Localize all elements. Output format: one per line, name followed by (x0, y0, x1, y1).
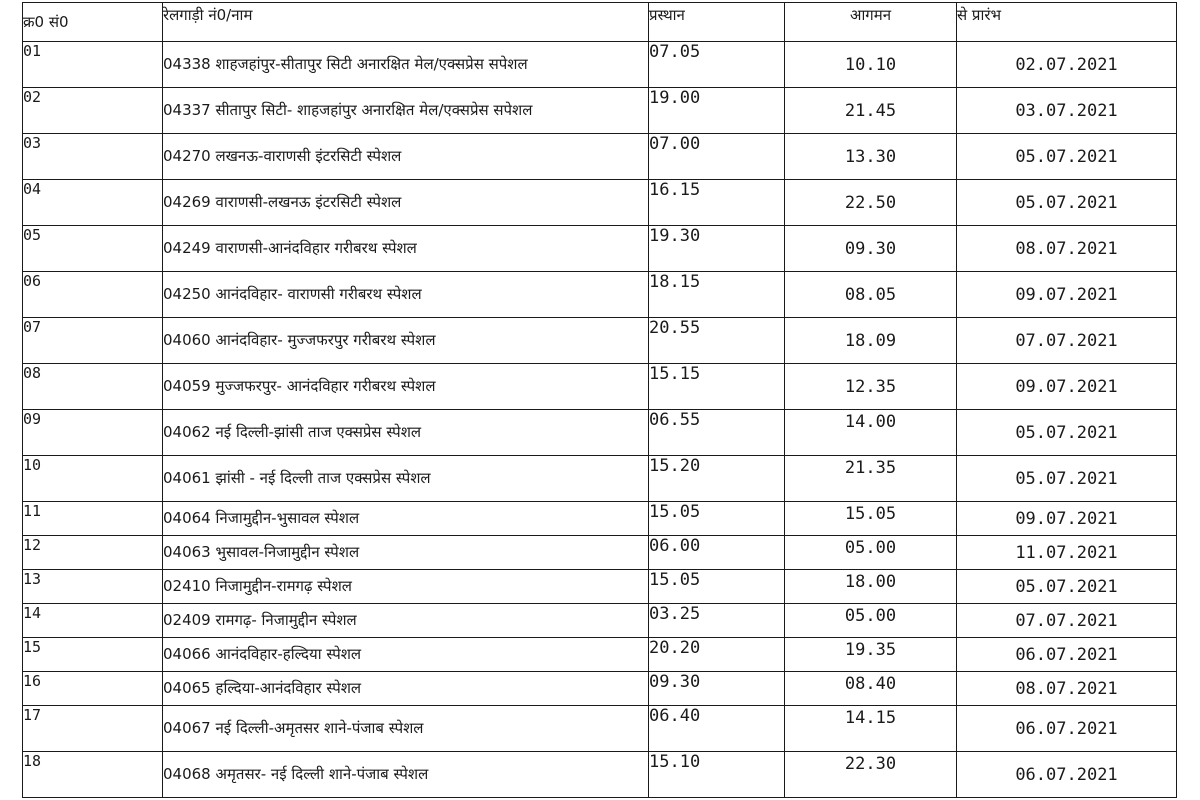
serial-number-cell: 11 (23, 502, 163, 536)
departure-cell: 06.40 (649, 706, 785, 752)
start-date-cell: 11.07.2021 (957, 536, 1177, 570)
arrival-cell: 18.09 (785, 318, 957, 364)
start-date-cell: 03.07.2021 (957, 88, 1177, 134)
departure-cell: 18.15 (649, 272, 785, 318)
table-row (23, 502, 1177, 536)
departure-cell: 20.55 (649, 318, 785, 364)
departure-cell: 16.15 (649, 180, 785, 226)
arrival-cell: 09.30 (785, 226, 957, 272)
serial-number-cell: 14 (23, 604, 163, 638)
arrival-cell: 08.05 (785, 272, 957, 318)
start-date-cell: 09.07.2021 (957, 364, 1177, 410)
departure-cell: 15.10 (649, 752, 785, 798)
start-date-cell: 08.07.2021 (957, 672, 1177, 706)
start-date-cell: 05.07.2021 (957, 570, 1177, 604)
start-date-cell: 07.07.2021 (957, 604, 1177, 638)
serial-number-cell: 15 (23, 638, 163, 672)
departure-cell: 20.20 (649, 638, 785, 672)
table-row (23, 638, 1177, 672)
train-schedule-document (22, 2, 1176, 798)
arrival-cell: 22.30 (785, 752, 957, 798)
start-date-cell: 02.07.2021 (957, 42, 1177, 88)
table-row (23, 318, 1177, 364)
table-row (23, 672, 1177, 706)
train-name-cell: 04059 मुज्जफरपुर- आनंदविहार गरीबरथ स्पेशल (163, 364, 649, 410)
table-body (23, 42, 1177, 798)
table-row (23, 180, 1177, 226)
header-serial-number: क्र0 सं0 (23, 3, 163, 42)
departure-cell: 09.30 (649, 672, 785, 706)
departure-cell: 07.00 (649, 134, 785, 180)
serial-number-cell: 08 (23, 364, 163, 410)
table-row (23, 364, 1177, 410)
train-name-cell: 04065 हल्दिया-आनंदविहार स्पेशल (163, 672, 649, 706)
arrival-cell: 10.10 (785, 42, 957, 88)
arrival-cell: 21.35 (785, 456, 957, 502)
arrival-cell: 13.30 (785, 134, 957, 180)
table-row (23, 410, 1177, 456)
header-arrival: आगमन (785, 3, 957, 42)
arrival-cell: 21.45 (785, 88, 957, 134)
departure-cell: 15.15 (649, 364, 785, 410)
serial-number-cell: 02 (23, 88, 163, 134)
serial-number-cell: 17 (23, 706, 163, 752)
table-row (23, 570, 1177, 604)
train-name-cell: 04067 नई दिल्ली-अमृतसर शाने-पंजाब स्पेशल (163, 706, 649, 752)
serial-number-cell: 16 (23, 672, 163, 706)
table-row (23, 752, 1177, 798)
header-row (23, 3, 1177, 42)
start-date-cell: 06.07.2021 (957, 752, 1177, 798)
arrival-cell: 18.00 (785, 570, 957, 604)
table-row (23, 456, 1177, 502)
arrival-cell: 05.00 (785, 536, 957, 570)
departure-cell: 15.05 (649, 502, 785, 536)
train-name-cell: 04337 सीतापुर सिटी- शाहजहांपुर अनारक्षित मेल/एक्सप्रेस सपेशल (163, 88, 649, 134)
serial-number-cell: 12 (23, 536, 163, 570)
start-date-cell: 07.07.2021 (957, 318, 1177, 364)
start-date-cell: 06.07.2021 (957, 638, 1177, 672)
departure-cell: 06.55 (649, 410, 785, 456)
header-start-from: से प्रारंभ (957, 3, 1177, 42)
serial-number-cell: 05 (23, 226, 163, 272)
arrival-cell: 08.40 (785, 672, 957, 706)
departure-cell: 15.20 (649, 456, 785, 502)
departure-cell: 19.00 (649, 88, 785, 134)
train-name-cell: 04062 नई दिल्ली-झांसी ताज एक्सप्रेस स्पेशल (163, 410, 649, 456)
arrival-cell: 15.05 (785, 502, 957, 536)
train-name-cell: 04250 आनंदविहार- वाराणसी गरीबरथ स्पेशल (163, 272, 649, 318)
table-row (23, 536, 1177, 570)
table-row (23, 226, 1177, 272)
arrival-cell: 14.15 (785, 706, 957, 752)
start-date-cell: 05.07.2021 (957, 456, 1177, 502)
arrival-cell: 22.50 (785, 180, 957, 226)
table-row (23, 604, 1177, 638)
serial-number-cell: 10 (23, 456, 163, 502)
start-date-cell: 05.07.2021 (957, 410, 1177, 456)
serial-number-cell: 18 (23, 752, 163, 798)
serial-number-cell: 03 (23, 134, 163, 180)
table-header (23, 3, 1177, 42)
serial-number-cell: 01 (23, 42, 163, 88)
train-schedule-table (22, 2, 1177, 798)
start-date-cell: 09.07.2021 (957, 272, 1177, 318)
arrival-cell: 05.00 (785, 604, 957, 638)
train-name-cell: 04063 भुसावल-निजामुद्दीन स्पेशल (163, 536, 649, 570)
train-name-cell: 02410 निजामुद्दीन-रामगढ़ स्पेशल (163, 570, 649, 604)
arrival-cell: 14.00 (785, 410, 957, 456)
start-date-cell: 08.07.2021 (957, 226, 1177, 272)
table-row (23, 42, 1177, 88)
train-name-cell: 04064 निजामुद्दीन-भुसावल स्पेशल (163, 502, 649, 536)
table-row (23, 134, 1177, 180)
start-date-cell: 06.07.2021 (957, 706, 1177, 752)
departure-cell: 07.05 (649, 42, 785, 88)
train-name-cell: 04060 आनंदविहार- मुज्जफरपुर गरीबरथ स्पेशल (163, 318, 649, 364)
header-train-number-name: रेलगाड़ी नं0/नाम (163, 3, 649, 42)
arrival-cell: 12.35 (785, 364, 957, 410)
serial-number-cell: 06 (23, 272, 163, 318)
serial-number-cell: 09 (23, 410, 163, 456)
departure-cell: 06.00 (649, 536, 785, 570)
train-name-cell: 02409 रामगढ़- निजामुद्दीन स्पेशल (163, 604, 649, 638)
arrival-cell: 19.35 (785, 638, 957, 672)
departure-cell: 15.05 (649, 570, 785, 604)
serial-number-cell: 13 (23, 570, 163, 604)
serial-number-cell: 04 (23, 180, 163, 226)
train-name-cell: 04066 आनंदविहार-हल्दिया स्पेशल (163, 638, 649, 672)
start-date-cell: 09.07.2021 (957, 502, 1177, 536)
table-row (23, 88, 1177, 134)
header-departure: प्रस्थान (649, 3, 785, 42)
start-date-cell: 05.07.2021 (957, 134, 1177, 180)
table-row (23, 706, 1177, 752)
train-name-cell: 04061 झांसी - नई दिल्ली ताज एक्सप्रेस स्पेशल (163, 456, 649, 502)
serial-number-cell: 07 (23, 318, 163, 364)
table-row (23, 272, 1177, 318)
train-name-cell: 04068 अमृतसर- नई दिल्ली शाने-पंजाब स्पेशल (163, 752, 649, 798)
start-date-cell: 05.07.2021 (957, 180, 1177, 226)
train-name-cell: 04270 लखनऊ-वाराणसी इंटरसिटी स्पेशल (163, 134, 649, 180)
train-name-cell: 04338 शाहजहांपुर-सीतापुर सिटी अनारक्षित मेल/एक्सप्रेस सपेशल (163, 42, 649, 88)
departure-cell: 19.30 (649, 226, 785, 272)
train-name-cell: 04269 वाराणसी-लखनऊ इंटरसिटी स्पेशल (163, 180, 649, 226)
train-name-cell: 04249 वाराणसी-आनंदविहार गरीबरथ स्पेशल (163, 226, 649, 272)
departure-cell: 03.25 (649, 604, 785, 638)
